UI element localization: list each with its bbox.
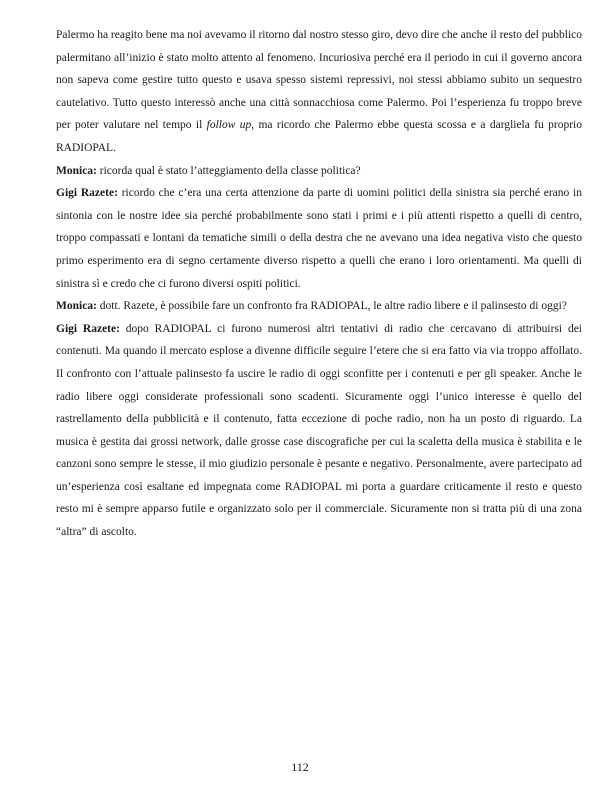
- paragraph-intro: [56, 24, 582, 160]
- speaker-label: Monica:: [56, 164, 97, 177]
- paragraph-text: dopo RADIOPAL ci furono numerosi altri tentativi di radio che cercavano di attribuirsi dei contenuti. Ma quando il mercato esplose a divenne difficile seguire l’etere che si era fatto via via troppo affollato. Il confronto con l’attuale palinsesto fa uscire le radio di oggi sconfitte per i contenuti e per gli speaker. Anche le radio libere oggi considerate professionali sono scadenti. Sicuramente oggi l’unico interesse è quello del rastrellamento della pubblicità e il contenuto, fatta eccezione di poche radio, non ha un posto di riguardo. La musica è gestita dai grossi network, dalle grosse case discografiche per cui la scaletta della musica è stabilita e le canzoni sono sempre le stesse, il mio giudizio personale è pesante e negativo. Personalmente, avere partecipato ad un’esperienza così esaltane ed impegnata come RADIOPAL mi porta a guardare criticamente il resto e questo resto mi è sempre apparso futile e organizzato solo per il commerciale. Sicuramente non si tratta più di una zona “altra” di ascolto.: [56, 322, 582, 539]
- paragraph-question-1: [56, 160, 582, 183]
- paragraph-answer-2: [56, 318, 582, 544]
- body-text: [56, 24, 582, 544]
- speaker-label: Monica:: [56, 300, 97, 313]
- paragraph-text: ricorda qual è stato l’atteggiamento della classe politica?: [96, 164, 361, 177]
- paragraph-text: Palermo ha reagito bene ma noi avevamo il ritorno dal nostro stesso giro, devo dire che anche il resto del pubblico palermitano all’inizio è stato molto attento al fenomeno. Incuriosiva perché era il periodo in cui il governo ancora non sapeva come gestire tutto questo e usava spesso sistemi repressivi, noi stessi abbiamo subito un sequestro cautelativo. Tutto questo interessò anche una città sonnacchiosa come Palermo. Poi l’esperienza fu troppo breve per poter valutare nel tempo il: [56, 29, 582, 132]
- paragraph-answer-1: [56, 182, 582, 295]
- paragraph-text: dott. Razete, è possibile fare un confronto fra RADIOPAL, le altre radio libere e il palinsesto di oggi?: [96, 300, 567, 313]
- page-number: 112: [291, 760, 309, 774]
- speaker-label: Gigi Razete:: [56, 322, 120, 335]
- paragraph-text: ricordo che c’era una certa attenzione da parte di uomini politici della sinistra sia perché erano in sintonia con le nostre idee sia perché probabilmente sono stati i primi e i più attenti rispetto a quelli di centro, troppo compassati e lontani da tematiche simili o della destra che ne avevano una idea negativa visto che questo primo esperimento era di segno certamente diverso rispetto a quelli che erano i loro orientamenti. Ma quelli di sinistra sì e credo che ci furono diversi ospiti politici.: [56, 187, 582, 290]
- paragraph-text-end: , ma ricordo che Palermo ebbe questa scossa e a dargliela fu proprio RADIOPAL.: [56, 119, 582, 154]
- italic-term: follow up: [206, 119, 252, 132]
- paragraph-question-2: [56, 295, 582, 318]
- speaker-label: Gigi Razete:: [56, 187, 118, 200]
